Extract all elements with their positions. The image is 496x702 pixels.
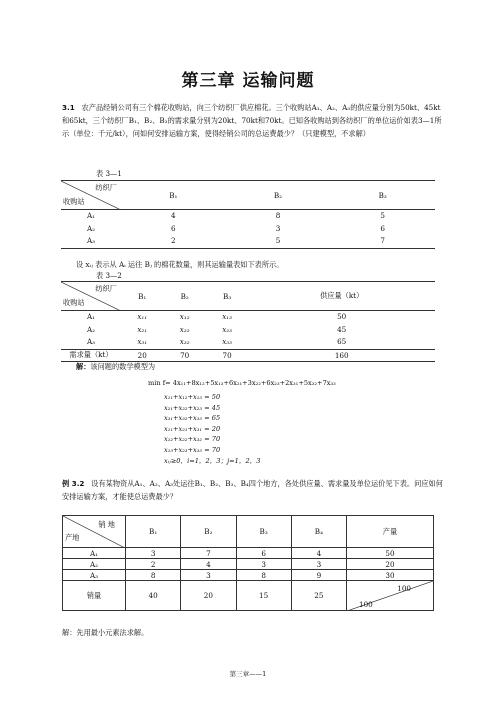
row-label: A₁ xyxy=(86,211,96,220)
cell: 160 xyxy=(248,349,435,361)
cell: 3 xyxy=(275,223,281,233)
cell: 50 xyxy=(337,312,347,321)
constraint: x₃₁+x₃₂+x₃₃ = 65 xyxy=(164,414,221,423)
cell: 8 xyxy=(126,570,181,581)
table3-header: B₄ xyxy=(291,516,346,548)
cell: 70 xyxy=(163,349,205,361)
objective: min f= 4x₁₁+8x₁₂+5x₁₃+6x₂₁+3x₂₂+6x₂₃+2x₃₁+5x₃₂+7x₃₃ xyxy=(148,379,336,387)
closing-text: 解：先用最小元素法求解。 xyxy=(62,628,149,637)
total-cell xyxy=(347,581,434,611)
corner-top: 纺织厂 xyxy=(95,284,117,293)
total-top: 100 xyxy=(397,584,411,593)
cell: 2 xyxy=(126,559,181,570)
cell: x₁₂ xyxy=(179,312,190,321)
table1-header: B₃ xyxy=(330,181,435,210)
total-bottom: 100 xyxy=(359,600,373,609)
cell: x₂₁ xyxy=(137,324,148,334)
cell: 5 xyxy=(380,211,385,220)
example-label: 例 3.2 xyxy=(62,479,85,488)
table2-col xyxy=(163,311,205,350)
cell: x₃₃ xyxy=(222,337,233,346)
cell: x₁₁ xyxy=(137,312,148,321)
cell: 70 xyxy=(206,349,248,361)
problem-number: 3.1 xyxy=(62,103,75,112)
cell: x₂₂ xyxy=(179,324,190,334)
corner-bottom: 收购站 xyxy=(63,197,85,206)
solution-text: 该问题的数学模型为 xyxy=(90,362,156,371)
cell: 6 xyxy=(380,223,385,233)
cell: 3 xyxy=(236,559,291,570)
intro-2: 设 xᵢⱼ 表示从 Aᵢ 运往 Bⱼ 的棉花数量，则其运输量表如下表所示。 xyxy=(76,260,284,269)
cell: 15 xyxy=(236,581,291,611)
constraint: x₁₂+x₂₂+x₃₂ = 70 xyxy=(164,435,221,444)
row-label: A₂ xyxy=(63,559,126,570)
table3-header: 产量 xyxy=(347,516,434,548)
constraint: x₁₁+x₂₁+x₃₁ = 20 xyxy=(164,424,221,433)
table2-header: B₁ xyxy=(121,282,163,311)
problem-text: 农产品经销公司有三个棉花收购站，向三个纺织厂供应棉花。三个收购站A₁、A₂、A₃的供应量分别为50kt、45kt和65kt，三个纺织厂B₁、B₂、B₃的需求量分别为20kt、70kt和70kt。已知各收购站到各纺织厂的单位运价如表3—1所示（单位：千元/kt），问如何安排运输方案，使得经销公司的总运费最少？（只建模型，不求解） xyxy=(62,103,442,138)
sales-label: 销量 xyxy=(63,581,126,611)
cell: 20 xyxy=(121,349,163,361)
constraint: xᵢⱼ≥0，i=1，2，3；j=1，2，3 xyxy=(164,456,261,465)
cell: 6 xyxy=(171,223,176,233)
cell: 50 xyxy=(347,548,434,559)
table2-header: 供应量（kt） xyxy=(248,282,435,311)
table1-col xyxy=(330,210,435,249)
cell: 65 xyxy=(337,337,347,346)
table2-col xyxy=(121,311,163,350)
table3 xyxy=(62,515,434,611)
page-footer: 第三章——1 xyxy=(229,670,267,678)
example-text: 设有某物资从A₁、A₂、A₃处运往B₁、B₂、B₃、B₄四个地方，各处供应量、需求量及单位运价见下表。问应如何安排运输方案，才能使总运费最少？ xyxy=(62,479,443,501)
table3-header: B₂ xyxy=(181,516,236,548)
cell: 3 xyxy=(181,570,236,581)
solution-intro xyxy=(76,362,155,372)
table3-header: B₃ xyxy=(236,516,291,548)
cell: x₂₃ xyxy=(222,324,233,334)
cell: 8 xyxy=(236,570,291,581)
table1-header: B₂ xyxy=(226,181,331,210)
table1-col xyxy=(121,210,226,249)
cell: x₃₂ xyxy=(179,337,190,346)
cell: 4 xyxy=(171,211,176,220)
table2-col xyxy=(206,311,248,350)
table3-corner xyxy=(63,516,126,548)
page-title: 第三章 运输问题 xyxy=(181,71,315,91)
table1-col xyxy=(226,210,331,249)
cell: 45 xyxy=(337,324,347,334)
corner-top: 纺织厂 xyxy=(95,183,117,192)
row-label: A₁ xyxy=(63,548,126,559)
table2-supply xyxy=(248,311,435,350)
table2-caption: 表 3—2 xyxy=(96,271,122,280)
table2-corner xyxy=(61,282,121,311)
constraints xyxy=(164,392,260,466)
solution-label: 解： xyxy=(76,362,91,371)
corner-bottom: 收购站 xyxy=(63,298,85,307)
row-label: A₃ xyxy=(86,236,96,245)
cell: 8 xyxy=(275,211,281,220)
table1-row-labels xyxy=(61,210,121,249)
table1-caption: 表 3—1 xyxy=(96,169,122,178)
cell: 4 xyxy=(291,548,346,559)
table3-header: B₁ xyxy=(126,516,181,548)
table2-header: B₂ xyxy=(163,282,205,311)
row-label: A₃ xyxy=(86,337,96,346)
problem-3-1 xyxy=(62,101,444,140)
constraint: x₁₁+x₁₂+x₁₃ = 50 xyxy=(164,393,221,401)
table1-corner xyxy=(61,181,121,210)
cell: 7 xyxy=(380,236,385,245)
cell: x₃₁ xyxy=(137,337,148,346)
constraint: x₁₃+x₂₃+x₃₃ = 70 xyxy=(164,445,221,454)
cell: 40 xyxy=(126,581,181,611)
demand-label: 需求量（kt） xyxy=(61,349,121,361)
example-3-2 xyxy=(62,477,444,503)
cell: 25 xyxy=(291,581,346,611)
row-label: A₂ xyxy=(86,223,96,233)
cell: 6 xyxy=(236,548,291,559)
cell: 4 xyxy=(181,559,236,570)
cell: 30 xyxy=(347,570,434,581)
table1 xyxy=(61,180,435,249)
row-label: A₂ xyxy=(86,324,96,334)
cell: 20 xyxy=(181,581,236,611)
table1-header: B₁ xyxy=(121,181,226,210)
cell: 9 xyxy=(291,570,346,581)
constraint: x₂₁+x₂₂+x₂₃ = 45 xyxy=(164,403,221,412)
cell: 3 xyxy=(126,548,181,559)
corner-bottom: 产地 xyxy=(65,533,80,542)
cell: 3 xyxy=(291,559,346,570)
table2-row-labels xyxy=(61,311,121,350)
cell: x₁₃ xyxy=(222,312,233,321)
cell: 7 xyxy=(181,548,236,559)
table2 xyxy=(61,281,435,362)
row-label: A₁ xyxy=(86,312,96,321)
cell: 5 xyxy=(275,236,281,245)
cell: 20 xyxy=(347,559,434,570)
table2-header: B₃ xyxy=(206,282,248,311)
corner-top: 销 地 xyxy=(98,520,115,529)
cell: 2 xyxy=(171,236,176,245)
row-label: A₃ xyxy=(63,570,126,581)
